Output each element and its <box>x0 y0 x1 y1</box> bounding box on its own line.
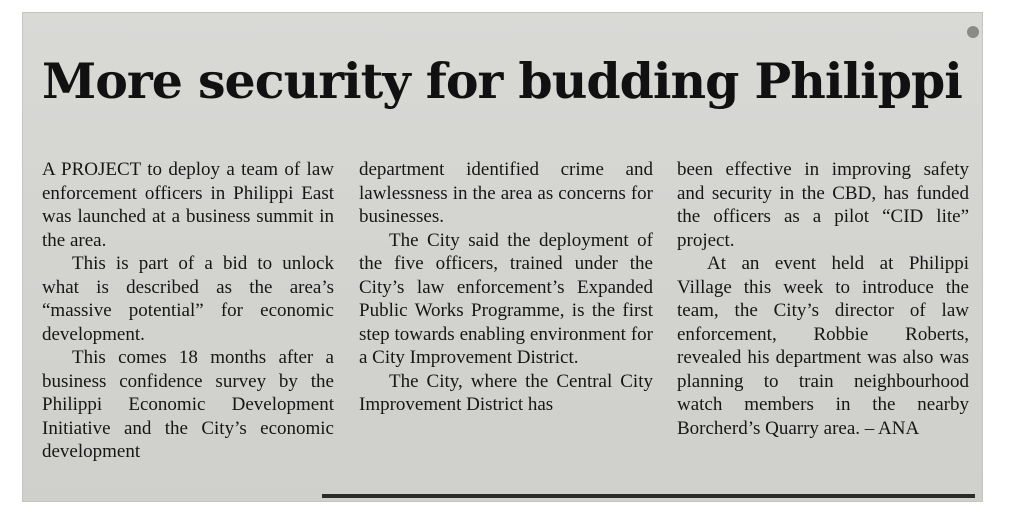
newspaper-clipping <box>22 12 983 502</box>
paragraph: A PROJECT to deploy a team of law enforcement officers in Philippi East was launched at a business summit in the area. <box>42 159 334 251</box>
article-column-2 <box>359 158 653 417</box>
paragraph: The City, where the Central City Improvement District has <box>359 370 653 415</box>
page-edge-rule <box>322 494 975 498</box>
staple-hole-icon <box>967 26 979 38</box>
paragraph: The City said the deployment of the five officers, trained under the City’s law enforcement’s Expanded Public Works Programme, is the first step towards enabling environment for a City Improvement District. <box>359 229 653 368</box>
article-column-1 <box>42 158 334 464</box>
paragraph: At an event held at Philippi Village this week to introduce the team, the City’s director of law enforcement, Robbie Roberts, revealed his department was also was planning to train neighbourhood watch members in the nearby Borcherd’s Quarry area. – ANA <box>677 253 969 439</box>
paragraph: This is part of a bid to unlock what is described as the area’s “massive potential” for economic development. <box>42 253 334 345</box>
paragraph: been effective in improving safety and security in the CBD, has funded the officers as a pilot “CID lite” project. <box>677 159 969 251</box>
paragraph: department identified crime and lawlessness in the area as concerns for businesses. <box>359 159 653 227</box>
paragraph: This comes 18 months after a business confidence survey by the Philippi Economic Development Initiative and the City’s economic development <box>42 347 334 462</box>
headline: More security for budding Philippi <box>42 52 962 110</box>
article-column-3 <box>677 158 969 440</box>
